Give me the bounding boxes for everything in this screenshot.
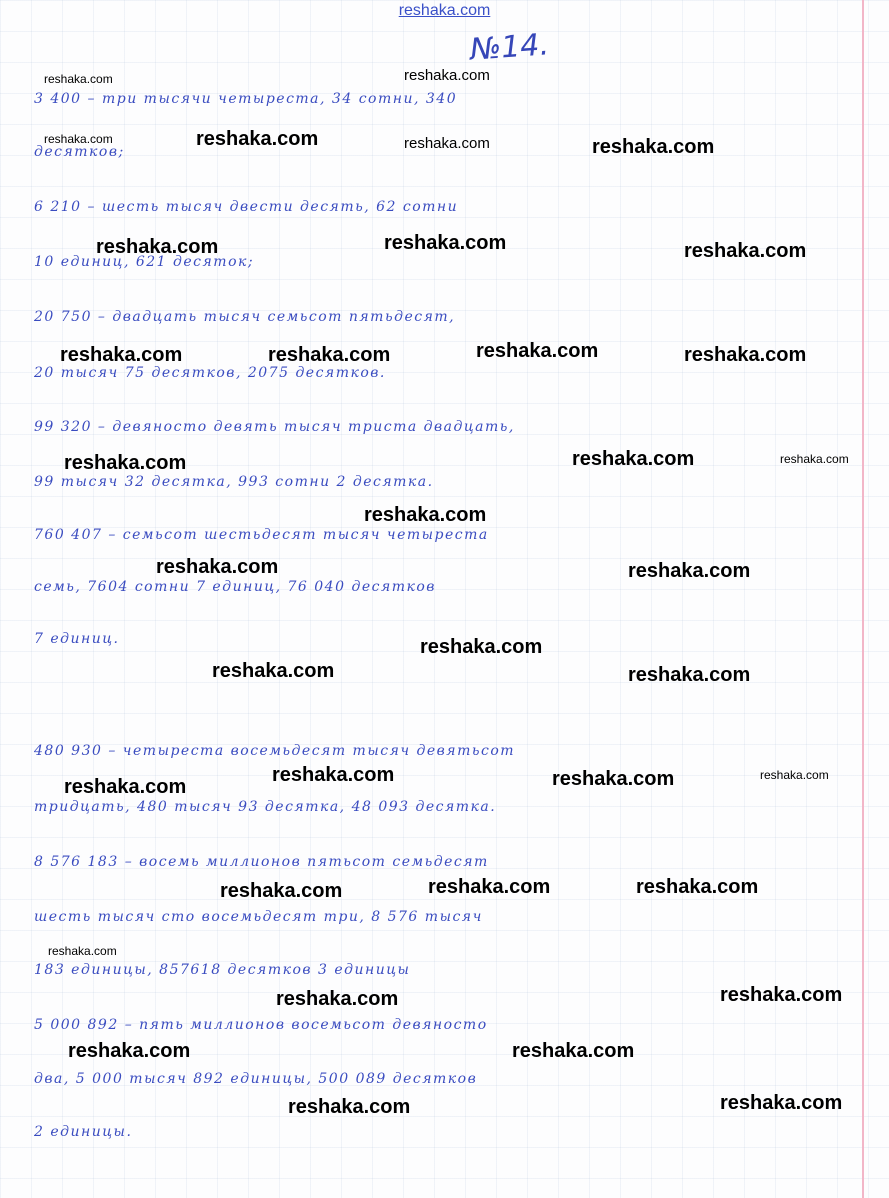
watermark: reshaka.com	[68, 1040, 191, 1062]
watermark: reshaka.com	[60, 344, 183, 366]
handwritten-line: 8 576 183 – восемь миллионов пятьсот семьдесят	[34, 854, 489, 870]
watermark: reshaka.com	[720, 1092, 843, 1114]
watermark: reshaka.com	[720, 984, 843, 1006]
handwritten-line: 6 210 – шесть тысяч двести десять, 62 сотни	[34, 199, 459, 215]
watermark: reshaka.com	[44, 132, 113, 146]
watermark: reshaka.com	[384, 232, 507, 254]
handwritten-line: 760 407 – семьсот шестьдесят тысяч четыреста	[34, 527, 489, 543]
watermark: reshaka.com	[428, 876, 551, 898]
watermark: reshaka.com	[156, 556, 279, 578]
handwritten-line: тридцать, 480 тысяч 93 десятка, 48 093 десятка.	[34, 799, 497, 815]
handwritten-line: 7 единиц.	[34, 631, 120, 647]
watermark: reshaka.com	[64, 776, 187, 798]
watermark: reshaka.com	[272, 764, 395, 786]
watermark: reshaka.com	[364, 504, 487, 526]
handwritten-line: 20 тысяч 75 десятков, 2075 десятков.	[34, 365, 386, 381]
watermark: reshaka.com	[212, 660, 335, 682]
watermark: reshaka.com	[268, 344, 391, 366]
watermark: reshaka.com	[196, 128, 319, 150]
site-header-link[interactable]: reshaka.com	[398, 2, 491, 19]
handwritten-line: 3 400 – три тысячи четыреста, 34 сотни, 340	[34, 91, 458, 107]
watermark: reshaka.com	[760, 768, 829, 782]
watermark: reshaka.com	[780, 452, 849, 466]
problem-number: №14.	[468, 27, 551, 68]
watermark: reshaka.com	[552, 768, 675, 790]
handwritten-line: 99 тысяч 32 десятка, 993 сотни 2 десятка.	[34, 474, 434, 490]
watermark: reshaka.com	[628, 664, 751, 686]
handwritten-line: два, 5 000 тысяч 892 единицы, 500 089 десятков	[34, 1071, 478, 1087]
handwritten-line: 99 320 – девяносто девять тысяч триста двадцать,	[34, 419, 515, 435]
watermark: reshaka.com	[512, 1040, 635, 1062]
watermark: reshaka.com	[476, 340, 599, 362]
handwritten-line: 480 930 – четыреста восемьдесят тысяч девятьсот	[34, 743, 516, 759]
watermark: reshaka.com	[636, 876, 759, 898]
handwritten-line: 20 750 – двадцать тысяч семьсот пятьдесят,	[34, 309, 456, 325]
watermark: reshaka.com	[684, 240, 807, 262]
handwritten-line: шесть тысяч сто восемьдесят три, 8 576 тысяч	[34, 909, 483, 925]
handwritten-line: 2 единицы.	[34, 1124, 133, 1140]
handwritten-line: 10 единиц, 621 десяток;	[34, 254, 255, 270]
watermark: reshaka.com	[220, 880, 343, 902]
watermark: reshaka.com	[572, 448, 695, 470]
watermark: reshaka.com	[96, 236, 219, 258]
handwritten-line: 183 единицы, 857618 десятков 3 единицы	[34, 962, 411, 978]
watermark: reshaka.com	[276, 988, 399, 1010]
watermark: reshaka.com	[48, 944, 117, 958]
handwritten-line: семь, 7604 сотни 7 единиц, 76 040 десятков	[34, 579, 436, 595]
handwritten-line: 5 000 892 – пять миллионов восемьсот девяносто	[34, 1017, 488, 1033]
watermark: reshaka.com	[628, 560, 751, 582]
watermark: reshaka.com	[288, 1096, 411, 1118]
watermark: reshaka.com	[684, 344, 807, 366]
watermark: reshaka.com	[44, 72, 113, 86]
watermark: reshaka.com	[420, 636, 543, 658]
watermark: reshaka.com	[404, 67, 490, 84]
watermark: reshaka.com	[592, 136, 715, 158]
handwritten-line: десятков;	[34, 144, 125, 160]
watermark: reshaka.com	[64, 452, 187, 474]
watermark: reshaka.com	[404, 135, 490, 152]
